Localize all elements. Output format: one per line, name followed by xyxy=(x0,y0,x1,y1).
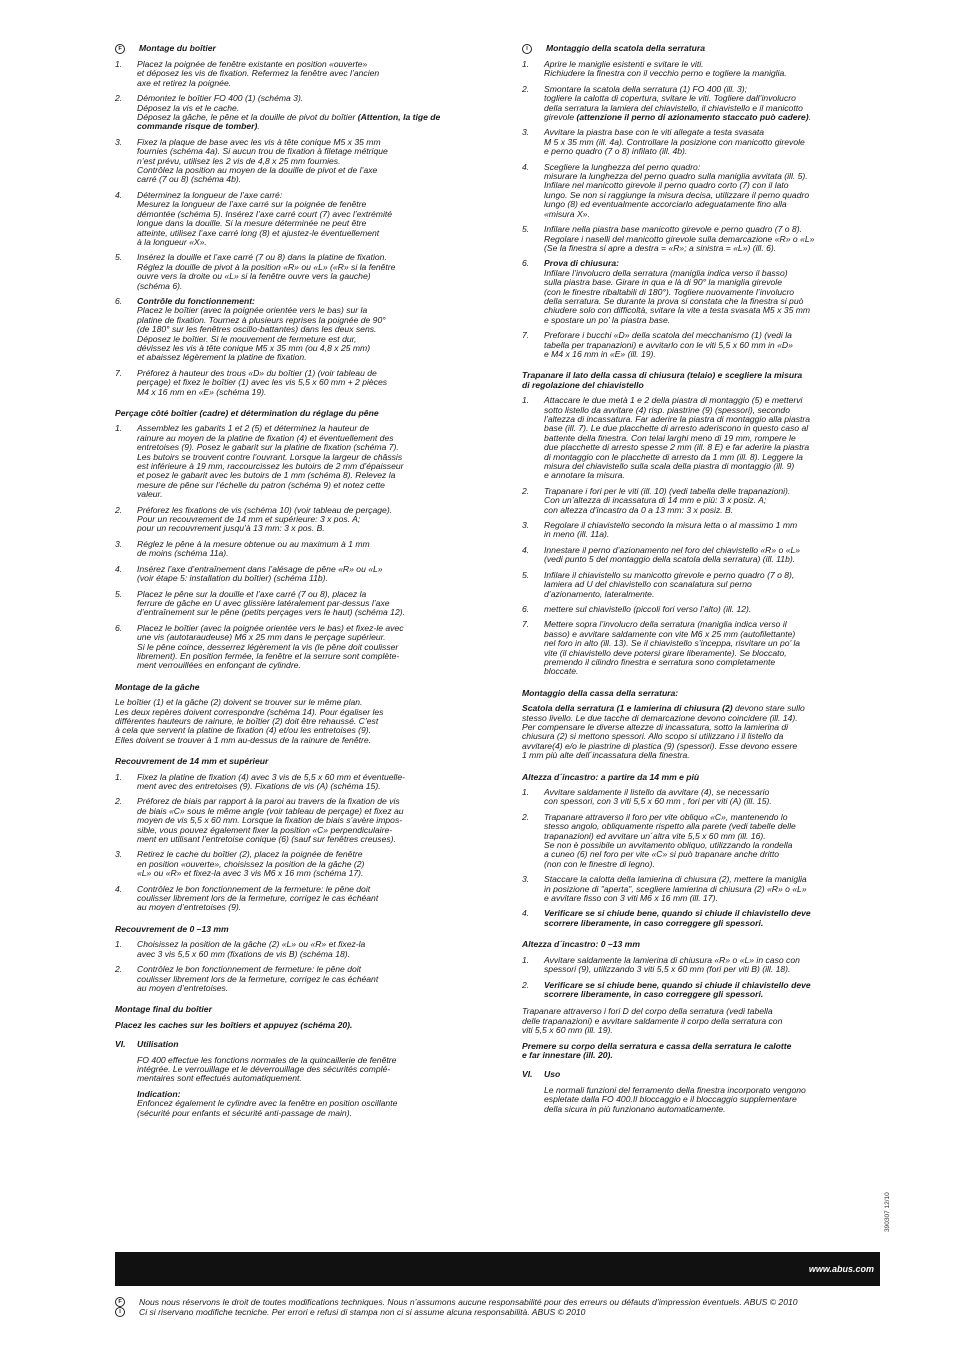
footer-bar xyxy=(115,1252,880,1286)
step-number: 6. xyxy=(115,295,123,306)
fr-section3-text: Le boîtier (1) et la gâche (2) doivent se trouver sur le même plan. Les deux repères doivent correspondre (schéma 14). Pour égaliser les différentes hauteurs de rainure, le boîtier (2) doit être rehaussé. C’est à cela que servent la platine de fixation (4) et/ou les entretoises (9). Elles doivent se trouver à 1 mm au-dessus de la rainure de fenêtre. xyxy=(115,697,384,745)
step-number: 7. xyxy=(115,367,123,378)
step-text xyxy=(544,620,854,676)
list-item xyxy=(522,546,854,565)
step-text xyxy=(544,521,854,540)
list-item xyxy=(522,620,854,676)
list-item xyxy=(522,875,854,903)
step-text xyxy=(544,259,854,325)
step-number: 5. xyxy=(522,569,530,580)
step-text: Infilare nella piastra base manicotto girevole e perno quadro (7 o 8). Regolare i naselli del manicotto girevole sulla demarcazione «R» o «L» (Se la finestra si apre a destra = «R»; a sinistra = «L») (ill. 6). xyxy=(544,224,815,253)
list-item xyxy=(115,940,445,959)
list-item xyxy=(115,797,445,844)
fr-section7-title: VI. Utilisation xyxy=(115,1039,179,1050)
step-number: 4. xyxy=(522,544,530,555)
list-item xyxy=(522,60,854,79)
list-item xyxy=(522,813,854,869)
list-item xyxy=(115,506,445,534)
list-item xyxy=(522,909,854,928)
it-section5-steps xyxy=(522,956,854,1000)
step-number: 1. xyxy=(115,59,123,69)
list-item xyxy=(522,956,854,975)
step-text: Trapanare attraverso il foro per vite obliquo «C», mantenendo lo stesso angolo, obliquamente rispetto alla parete (vedi tabelle delle trapanazioni) ed avvitare un´altra vite 5,5 x 60 mm (ill. 16). Se non è possibile un avvitamento obliquo, utilizzando la rondella a cuneo (6) nel foro per vite «C» si può trapanare anche dritto (non con le finestre di legno). xyxy=(544,811,796,869)
list-item xyxy=(115,590,445,618)
step-number: 2. xyxy=(522,83,530,94)
step-text xyxy=(137,369,445,397)
step-tail: . xyxy=(257,121,260,132)
step-text: Trapanare i fori per le viti (ill. 10) (vedi tabella delle trapanazioni). Con un’altezza di incassatura di 14 mm e più: 3 x posiz. A; con altezza d’incastro da 0 a 13 mm: 3 x posiz. B. xyxy=(544,485,791,515)
list-item xyxy=(115,850,445,878)
it-steps xyxy=(522,60,854,359)
list-item xyxy=(522,571,854,599)
list-item xyxy=(522,487,854,515)
legal-line-fr: F Nous nous réservons le droit de toutes modifications techniques. Nous n’assumons aucune responsabilité pour des erreurs ou défauts d’impression éventuels. ABUS © 2010 xyxy=(115,1297,880,1307)
step-lead: Contrôle du fonctionnement: xyxy=(137,295,255,306)
step-text xyxy=(137,253,445,291)
fr-steps xyxy=(115,60,445,397)
step-text xyxy=(544,546,854,565)
step-text: Infilare l’involucro della serratura (maniglia indica verso il basso) sulla piastra base. Girare in qua e là di 90° la maniglia girevole (con le finestre ribaltabili di 180°). Togliere nuovamente l’involucro della serratura. Se durante la prova si constata che la finestra si può chiudere solo con difficoltà, svitare la vite a testa svasata M5 x 35 mm e spostare un po’ la piastra base. xyxy=(544,267,811,325)
step-text xyxy=(137,94,445,132)
language-badge-it: I xyxy=(522,44,532,54)
step-number: 1. xyxy=(115,771,123,782)
list-item xyxy=(522,163,854,219)
list-item xyxy=(115,540,445,559)
step-text: Insérez l’axe d’entraînement dans l’alésage de pêne «R» ou «L» (voir étape 5: installation du boîtier) (schéma 11b). xyxy=(137,563,383,584)
step-number: 3. xyxy=(522,520,530,531)
step-number: 4. xyxy=(115,563,123,574)
step-text xyxy=(544,487,854,515)
list-item xyxy=(115,60,445,88)
step-text: Avvitare la piastra base con le viti allegate a testa svasata M 5 x 35 mm (ill. 4a). Controllare la posizione con manicotto girevole e perno quadro (7 o 8) infilato (ill. 4b). xyxy=(544,127,805,157)
step-number: 1. xyxy=(522,59,530,69)
step-text: Fixez la plaque de base avec les vis à tête conique M5 x 35 mm fournies (schéma 4a). Si aucun trou de fixation à filetage métrique n’est prévu, utilisez les 2 vis de 4,8 x 25 mm fournies. Contrôlez la position au moyen de la douille de pivot et de l’axe carré (7 ou 8) (schéma 4b). xyxy=(137,136,388,185)
list-item xyxy=(115,424,445,499)
step-text: Contrôlez le bon fonctionnement de la fermeture: le pêne doit coulisser librement lors de la fermeture, corrigez le cas échéant au moyen d’entretoises (9). xyxy=(137,883,379,913)
fr-section6-text: Placez les caches sur les boîtiers et appuyez (schéma 20). xyxy=(115,1019,353,1030)
step-text: Réglez le pêne à la mesure obtenue ou au maximum à 1 mm de moins (schéma 11a). xyxy=(137,538,370,559)
step-text xyxy=(544,813,854,869)
step-number: 5. xyxy=(115,588,123,599)
language-badge-fr: F xyxy=(115,44,125,54)
step-number: 2. xyxy=(522,979,530,990)
list-item xyxy=(522,331,854,359)
step-number: 5. xyxy=(522,224,530,235)
step-text: Contrôlez le bon fonctionnement de fermeture: le pêne doit coulisser librement lors de la fermeture, corrigez le cas échéant au moyen d’entretoises. xyxy=(137,964,379,993)
step-number: 1. xyxy=(115,939,123,950)
fr-section7-text: FO 400 effectue les fonctions normales de la quincaillerie de fenêtre intégrée. Le verrouillage et le déverrouillage des sécurités complé- mentaires sont effectués automatiquement. xyxy=(137,1054,397,1084)
step-number: 6. xyxy=(115,622,123,633)
step-number: 1. xyxy=(522,395,530,406)
step-text xyxy=(544,225,854,253)
it-section4-steps xyxy=(522,788,854,928)
step-text xyxy=(544,396,854,481)
section-title-fr: F Montage du boîtier xyxy=(115,44,445,54)
step-bold: (Attention, la tige de commande risque de tomber) xyxy=(137,112,441,132)
step-bold: Verificare se si chiude bene, quando si chiude il chiavistello deve scorrere liberamente, in caso correggere gli spessori. xyxy=(544,908,811,928)
step-text: Scegliere la lunghezza del perno quadro: misurare la lunghezza del perno quadro sulla maniglia avvitata (ill. 5). Infilare nel manicotto girevole il perno quadro corto (7) con il lato lungo. Se non si raggiunge la misura decisa, utilizzare il perno quadro lungo (8) ed eventualmente accorciarlo adeguatamente fino alla «misura X». xyxy=(544,161,810,219)
fr-section5-title: Recouvrement de 0 –13 mm xyxy=(115,923,229,934)
it-section5-title: Altezza d´incastro: 0 –13 mm xyxy=(522,939,640,950)
list-item xyxy=(115,565,445,584)
step-number: 3. xyxy=(522,874,530,885)
legal-line-it: I Ci si riservano modifiche tecniche. Per errori e refusi di stampa non ci si assume alcuna responsabilità. ABUS © 2010 xyxy=(115,1307,880,1317)
it-section3-title: Montaggio della cassa della serratura: xyxy=(522,687,679,698)
list-item xyxy=(115,369,445,397)
step-text: Placez le boîtier (avec la poignée orientée vers le bas) et fixez-le avec une vis (autotaraudeuse) M6 x 25 mm dans le perçage supérieur. Si le pêne coince, desserrez légèrement la vis (le pêne doit coulisser librement). En position fermée, la fenêtre et la serrure sont complète- ment verrouillées en enfonçant de cylindre. xyxy=(137,622,404,671)
step-text xyxy=(137,506,445,534)
it-section2-steps xyxy=(522,396,854,677)
step-text: Innestare il perno d’azionamento nel foro del chiavistello «R» o «L» (vedi punto 5 del montaggio della scatola della serratura) (ill. 11b). xyxy=(544,544,801,565)
step-text: Préforez à hauteur des trous «D» du boîtier (1) (voir tableau de perçage) et fixez le boîtier (1) avec les vis 5,5 x 60 mm + 2 pièces M4 x 16 mm en «E» (schéma 19). xyxy=(137,367,388,397)
step-text xyxy=(137,565,445,584)
french-column xyxy=(115,44,445,1124)
step-number: 2. xyxy=(522,811,530,822)
language-badge-it: I xyxy=(115,1307,125,1317)
step-text: mettere sul chiavistello (piccoli fori verso l’alto) (ill. 12). xyxy=(544,603,752,614)
step-text: Choisissez la position de la gâche (2) «L» ou «R» et fixez-la avec 3 vis 5,5 x 60 mm (fixations de vis B) (schéma 18). xyxy=(137,939,366,959)
step-text xyxy=(137,940,445,959)
list-item xyxy=(115,138,445,185)
step-number: 5. xyxy=(115,252,123,263)
step-text xyxy=(137,850,445,878)
list-item xyxy=(522,605,854,614)
step-lead: Prova di chiusura: xyxy=(544,258,619,269)
step-text: Smontare la scatola della serratura (1) FO 400 (ill. 3); togliere la calotta di copertura, svitare le viti. Togliere dall’involucro della serratura la lamiera del chiavistello, il chiavistello e il manicotto girevole xyxy=(544,83,803,123)
it-section7-title: VI. Uso xyxy=(522,1069,561,1080)
list-item xyxy=(115,297,445,363)
step-text: Avvitare saldamente il listello da avvitare (4), se necessario con spessori, con 3 viti 5,5 x 60 mm , fori per viti (A) (ill. 15). xyxy=(544,787,772,807)
list-item xyxy=(115,773,445,792)
step-text xyxy=(137,297,445,363)
it-section5-after-bold: Premere su corpo della serratura e cassa della serratura le calotte e far innestare (ill. 20). xyxy=(522,1040,792,1060)
step-text: Placez la poignée de fenêtre existante en position «ouverte» et déposez les vis de fixation. Refermez la fenêtre avec l’ancien axe et retirez la poignée. xyxy=(137,59,380,88)
step-number: 2. xyxy=(115,93,123,104)
step-text xyxy=(137,624,445,671)
website-link[interactable]: www.abus.com xyxy=(808,1264,874,1274)
step-number: 3. xyxy=(115,538,123,549)
step-number: 3. xyxy=(115,849,123,860)
it-section3-text: Scatola della serratura (1 e lamierina di chiusura (2) devono stare sullo stesso livello. Le due tacche di demarcazione devono coincidere (ill. 14). Per compensare le diverse altezze di incassatura, sotto la lamierina di chiusura (2) si mettono spessori. Allo scopo si utilizzano i il listello da avvitare(4) e/o le piastrine di plastica (9) (spessori). Esse devono essere 1 mm più alte dell´incassatura della finestra. xyxy=(522,703,805,761)
step-text: Assemblez les gabarits 1 et 2 (5) et déterminez la hauteur de rainure au moyen de la platine de fixation (4) et éventuellement des entretoises (9). Posez le gabarit sur la platine de fixation (schéma 7). Les butoirs se trouvent contre l’ouvrant. Lorsque la largeur de châssis est inférieure à 19 mm, raccourcissez les butoirs de 2 mm d’épaisseur et posez le gabarit avec les butoirs de 1 mm (schéma 8). Relevez la mesure de pêne sur l’échelle du patron (schéma 9) et notez cette valeur. xyxy=(137,423,404,500)
step-number: 1. xyxy=(115,423,123,434)
step-text xyxy=(544,128,854,156)
list-item xyxy=(522,259,854,325)
step-text xyxy=(137,797,445,844)
list-item xyxy=(115,253,445,291)
step-number: 3. xyxy=(115,136,123,147)
list-item xyxy=(522,521,854,540)
step-text xyxy=(544,605,854,614)
it-section2-title: Trapanare il lato della cassa di chiusura (telaio) e scegliere la misura di regolazione del chiavistello xyxy=(522,370,803,390)
step-text xyxy=(137,885,445,913)
step-text xyxy=(544,85,854,123)
step-tail: . xyxy=(808,112,811,123)
step-text xyxy=(544,571,854,599)
list-item xyxy=(115,965,445,993)
step-text: Regolare il chiavistello secondo la misura letta o al massimo 1 mm in meno (ill. 11a). xyxy=(544,520,798,540)
list-item xyxy=(522,396,854,481)
fr-section3-title: Montage de la gâche xyxy=(115,681,200,692)
step-bold: (attenzione il perno di azionamento staccato può cadere) xyxy=(576,112,809,123)
step-text xyxy=(544,909,854,928)
step-number: 1. xyxy=(522,954,530,965)
fr-note-text: Enfoncez également le cylindre avec la fenêtre en position oscillante (sécurité pour enfants et sécurité anti-passage de main). xyxy=(137,1098,398,1118)
list-item xyxy=(522,788,854,807)
legal-notice xyxy=(115,1297,880,1317)
list-item xyxy=(115,191,445,247)
step-text xyxy=(544,60,854,79)
step-text: Preforare i bucchi «D» della scatola del mecchanismo (1) (vedi la tabella per trapanazioni) e avvitarlo con le viti 5,5 x 60 mm in «D» e M4 x 16 mm in «E» (ill. 19). xyxy=(544,330,793,359)
fr-section4-title: Recouvrement de 14 mm et supérieur xyxy=(115,756,269,767)
step-text: Placez le boîtier (avec la poignée orientée vers le bas) sur la platine de fixation. Tournez à plusieurs reprises la poignée de 90° (de 180° sur les fenêtres oscillo-battantes) dans les deux sens. Déposez le boîtier. Si le mouvement de fermeture est dur, dévissez les vis à tête conique M5 x 35 mm (ou 4,8 x 25 mm) et abaissez légèrement la platine de fixation. xyxy=(137,305,386,363)
list-item xyxy=(522,85,854,123)
it-section5-after: Trapanare attraverso i fori D del corpo della serratura (vedi tabella delle trapanazioni) e avvitare saldamente il corpo della serratura con viti 5,5 x 60 mm (ill. 19). xyxy=(522,1006,783,1036)
step-number: 4. xyxy=(115,883,123,894)
step-text xyxy=(137,424,445,499)
step-text xyxy=(137,138,445,185)
language-badge-fr: F xyxy=(115,1297,125,1307)
list-item xyxy=(115,624,445,671)
it-section7-text: Le normali funzioni del ferramento della finestra incorporato vengono espletate dalla FO 400.Il bloccaggio e il bloccaggio supplementare della sicura in più funzionano automaticamente. xyxy=(544,1084,806,1114)
step-text: Déterminez la longueur de l’axe carré: Mesurez la longueur de l’axe carré sur la poignée de fenêtre démontée (schéma 5). Insérez l’axe carré court (7) avec l’extrémité longue dans la douille. Si la mesure déterminée ne peut être atteinte, utilisez l’axe carré long (8) et ajustez-le éventuellement à la longueur «X». xyxy=(137,189,393,247)
step-text xyxy=(544,981,854,1000)
step-number: 2. xyxy=(115,964,123,975)
step-number: 4. xyxy=(522,908,530,919)
step-text: Démontez le boîtier FO 400 (1) (schéma 3). Déposez la vis et le cache. Déposez la gâche, le pêne et la douille de pivot du boîtier xyxy=(137,93,356,123)
step-text xyxy=(544,788,854,807)
step-text: Infilare il chiavistello su manicotto girevole e perno quadro (7 o 8), lamiera ad U del chiavistello con scanalatura sul perno d’azionamento, lateralmente. xyxy=(544,569,795,599)
step-text xyxy=(137,540,445,559)
step-number: 4. xyxy=(522,161,530,172)
step-number: 2. xyxy=(115,796,123,807)
step-number: 2. xyxy=(522,485,530,496)
list-item xyxy=(522,128,854,156)
step-bold: Verificare se si chiude bene, quando si chiude il chiavistello deve scorrere liberamente, in caso correggere gli spessori. xyxy=(544,979,811,999)
list-item xyxy=(115,94,445,132)
list-item xyxy=(522,981,854,1000)
fr-section5-steps xyxy=(115,940,445,993)
step-text xyxy=(544,875,854,903)
document-code: 390307 12/10 xyxy=(884,1192,891,1232)
list-item xyxy=(522,225,854,253)
step-text xyxy=(544,331,854,359)
step-text: Fixez la platine de fixation (4) avec 3 vis de 5,5 x 60 mm et éventuelle- ment avec des entretoises (9). Fixations de vis (A) (schéma 15). xyxy=(137,771,405,791)
section-title-it: I Montaggio della scatola della serratura xyxy=(522,44,854,54)
step-text: Préforez de biais par rapport à la paroi au travers de la fixation de vis de biais «C» sous le même angle (voir tableau de perçage) et fixez au moyen de vis 5,5 x 60 mm. Lorsque la fixation de biais s’avère impos- sible, vous pouvez également fixer la position «C» perpendiculaire- ment en utilisant l’entretoise conique (6) (sauf sur fenêtres creuses). xyxy=(137,796,404,845)
step-text: Préforez les fixations de vis (schéma 10) (voir tableau de perçage). Pour un recouvrement de 14 mm et supérieure: 3 x pos. A; pour un recouvrement jusqu’à 13 mm: 3 x pos. B. xyxy=(137,504,393,534)
step-text: Attaccare le due metà 1 e 2 della piastra di montaggio (5) e mettervi sotto listello da avvitare (4) risp. piastrine (9) (spessori), secondo l’altezza di incassatura. Far aderire la piastra di montaggio alla piastra base (ill. 7). Le due placchette di arresto aderiscono in questo caso al battente della finestra. Con telai larghi meno di 19 mm, rompere le due placchette di arresto spesse 2 mm (ill. 8 E) e far aderire la piastra di montaggio con le placchette di arresto da 1 mm (ill. 8). Leggere la misura del chiavistello sulla scala della piastra di montaggio (ill. 9) e annotare la misura. xyxy=(544,395,811,481)
step-text xyxy=(137,965,445,993)
fr-section2-title: Perçage côté boîtier (cadre) et détermination du réglage du pêne xyxy=(115,408,379,418)
italian-column xyxy=(522,44,854,1120)
step-number: 7. xyxy=(522,619,530,630)
step-text: Mettere sopra l’involucro della serratura (maniglia indica verso il basso) e avvitare saldamente con vite M6 x 25 mm (autofilettante) nel foro in alto (ill. 13). Se il chiavistello s’inceppa, risvitare un po’ la vite (il chiavistello deve potersi girare liberamente). Se bloccato, premendo il cilindro finestra e serratura sono completamente bloccate. xyxy=(544,619,801,677)
step-text xyxy=(137,191,445,247)
step-text xyxy=(544,956,854,975)
step-text: Insérez la douille et l’axe carré (7 ou 8) dans la platine de fixation. Réglez la douille de pivot à la position «R» ou «L» («R» si la fenêtre ouvre vers la droite ou «L» si la fenêtre ouvre vers la gauche) (schéma 6). xyxy=(137,252,396,291)
step-text: Avvitare saldamente la lamierina di chiusura «R» o «L» in caso con spessori (9), utilizzando 3 viti 5,5 x 60 mm (fori per viti B) (ill. 18). xyxy=(544,954,800,975)
fr-section6-title: Montage final du boîtier xyxy=(115,1004,212,1015)
step-text xyxy=(544,163,854,219)
step-text: Staccare la calotta della lamierina di chiusura (2), mettere la maniglia in posizione di "aperta", scegliere lamierina di chiusura (2) «R» o «L» e avvitare fisso con 3 viti M6 x 16 mm (ill. 17). xyxy=(544,874,807,904)
step-number: 3. xyxy=(522,127,530,138)
it-section4-title: Altezza d´incastro: a partire da 14 mm e più xyxy=(522,771,700,782)
step-number: 2. xyxy=(115,504,123,515)
fr-section2-steps xyxy=(115,424,445,670)
step-text: Retirez le cache du boîtier (2), placez la poignée de fenêtre en position «ouverte», choisissez la position de la gâche (2) «L» ou «R» et fixez-la avec 3 vis M6 x 16 mm (schéma 17). xyxy=(137,849,365,879)
step-text xyxy=(137,773,445,792)
fr-note-title: Indication: xyxy=(137,1088,181,1099)
list-item xyxy=(115,885,445,913)
step-text: Aprire le maniglie esistenti e svitare le viti. Richiudere la finestra con il vecchio perno e togliere la maniglia. xyxy=(544,59,787,79)
fr-section4-steps xyxy=(115,773,445,913)
step-number: 6. xyxy=(522,258,530,269)
step-text: Placez le pêne sur la douille et l’axe carré (7 ou 8), placez la ferrure de gâche en U avec glissière latéralement par-dessus l’axe d’entraînement sur le pêne (petits perçages vers le haut) (schéma 12). xyxy=(137,588,405,618)
step-text xyxy=(137,590,445,618)
step-number: 1. xyxy=(522,787,530,797)
step-text xyxy=(137,60,445,88)
step-number: 7. xyxy=(522,330,530,341)
step-number: 4. xyxy=(115,189,123,200)
step-number: 6. xyxy=(522,603,530,614)
